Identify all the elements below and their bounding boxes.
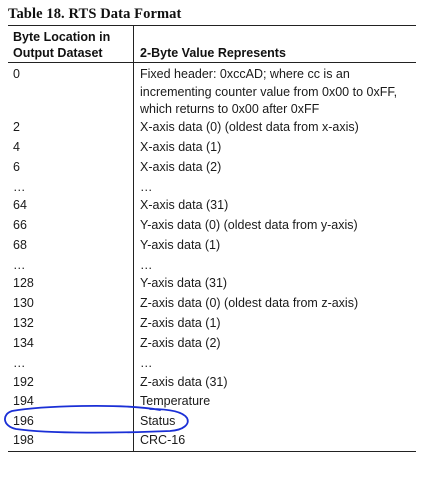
cell-byte-location: … — [13, 180, 26, 194]
cell-value-description: X-axis data (31) — [140, 198, 229, 212]
cell-value-description: … — [140, 258, 153, 272]
cell-value-description: Fixed header: 0xccAD; where cc is an incrementing counter value from 0x00 to 0xFF, which returns to 0x00 after 0xFF — [140, 67, 398, 116]
cell-byte-location: 68 — [13, 238, 27, 252]
cell-value-description: Z-axis data (1) — [140, 316, 221, 330]
cell-byte-location: 198 — [13, 433, 34, 447]
cell-value-description: X-axis data (1) — [140, 140, 222, 154]
cell-byte-location: 196 — [13, 414, 34, 428]
cell-value-description: CRC-16 — [140, 433, 186, 447]
cell-value-description: X-axis data (0) (oldest data from x-axis) — [140, 120, 359, 134]
table-top-rule — [8, 25, 416, 26]
table-header-rule — [8, 62, 416, 63]
cell-byte-location: 2 — [13, 120, 20, 134]
cell-value-description: Y-axis data (31) — [140, 276, 228, 290]
cell-value-description: Status — [140, 414, 176, 428]
cell-value-description: Z-axis data (2) — [140, 336, 221, 350]
cell-byte-location: 4 — [13, 140, 20, 154]
cell-byte-location: 6 — [13, 160, 20, 174]
cell-byte-location: … — [13, 356, 26, 370]
cell-value-description: … — [140, 180, 153, 194]
cell-value-description: Temperature — [140, 394, 211, 408]
cell-byte-location: 130 — [13, 296, 34, 310]
table-column-divider — [133, 25, 134, 451]
table-title: Table 18. RTS Data Format — [8, 6, 182, 22]
cell-byte-location: 134 — [13, 336, 34, 350]
cell-value-description: Z-axis data (0) (oldest data from z-axis) — [140, 296, 359, 310]
cell-byte-location: 192 — [13, 375, 34, 389]
cell-value-description: Y-axis data (0) (oldest data from y-axis) — [140, 218, 358, 232]
cell-byte-location: 66 — [13, 218, 27, 232]
cell-value-description: Y-axis data (1) — [140, 238, 221, 252]
cell-value-description: … — [140, 356, 153, 370]
cell-byte-location: 64 — [13, 198, 27, 212]
cell-byte-location: 128 — [13, 276, 34, 290]
cell-byte-location: … — [13, 258, 26, 272]
cell-byte-location: 0 — [13, 67, 20, 81]
header-value-represents: 2-Byte Value Represents — [140, 46, 286, 60]
cell-byte-location: 194 — [13, 394, 34, 408]
cell-value-description: X-axis data (2) — [140, 160, 222, 174]
cell-value-description: Z-axis data (31) — [140, 375, 228, 389]
cell-byte-location: 132 — [13, 316, 34, 330]
table-bottom-rule — [8, 451, 416, 452]
header-byte-location: Byte Location in Output Dataset — [13, 30, 111, 60]
